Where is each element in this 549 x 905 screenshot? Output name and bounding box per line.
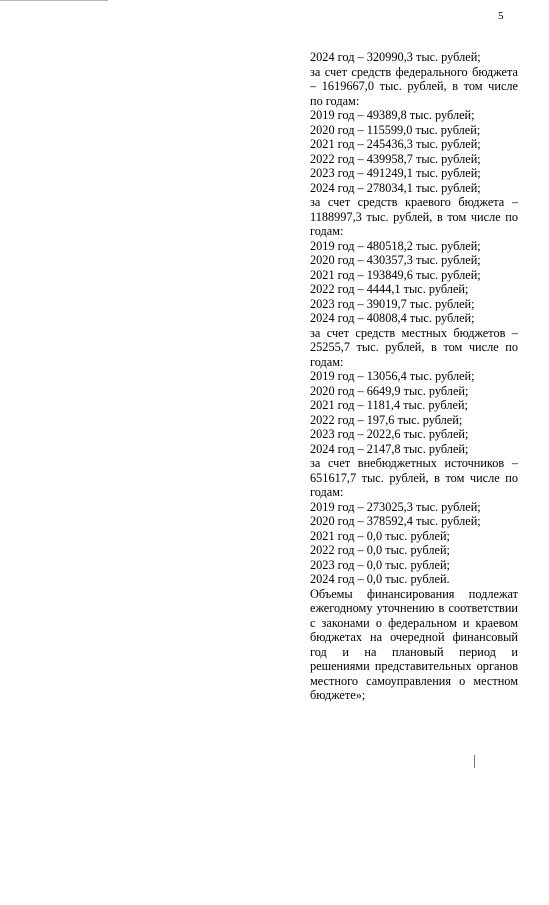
text-line: 2024 год – 278034,1 тыс. рублей; [310, 180, 481, 195]
local-intro: за счет средств местных бюджетов – 25255,7 тыс. рублей, в том числе по годам: [310, 325, 518, 369]
text-line: 2020 год – 6649,9 тыс. рублей; [310, 383, 469, 398]
extrabudget-intro: за счет внебюджетных источников – 651617,7 тыс. рублей, в том числе по годам: [310, 456, 518, 499]
text-line: 2021 год – 245436,3 тыс. рублей; [310, 137, 481, 151]
text-line: 2021 год – 193849,6 тыс. рублей; [310, 267, 481, 282]
text-line: 2019 год – 13056,4 тыс. рублей; [310, 369, 475, 383]
page-number: 5 [498, 10, 504, 22]
text-line: 2023 год – 491249,1 тыс. рублей; [310, 166, 481, 180]
text-line: 2024 год – 320990,3 тыс. рублей; [310, 50, 481, 64]
text-line: 2022 год – 0,0 тыс. рублей; [310, 543, 450, 557]
text-line: 2024 год – 40808,4 тыс. рублей; [310, 311, 475, 325]
closing-paragraph: Объемы финансирования подлежат ежегодному уточнению в соответствии с законами о федеральном и краевом бюджетах на очередной финансовый год и на плановый период и решениями представительных органов местного самоуправления о местном бюджете»; [310, 586, 518, 702]
text-line: 2022 год – 439958,7 тыс. рублей; [310, 151, 481, 166]
text-line: 2023 год – 39019,7 тыс. рублей; [310, 296, 475, 311]
scan-mark [474, 755, 475, 768]
text-line: 2024 год – 2147,8 тыс. рублей; [310, 441, 469, 456]
federal-intro: за счет средств федерального бюджета – 1619667,0 тыс. рублей, в том числе по годам: [310, 64, 518, 108]
text-line: 2023 год – 2022,6 тыс. рублей; [310, 427, 469, 441]
text-line: 2023 год – 0,0 тыс. рублей; [310, 557, 450, 572]
text-line: 2022 год – 4444,1 тыс. рублей; [310, 282, 469, 296]
text-line: 2019 год – 273025,3 тыс. рублей; [310, 499, 481, 514]
regional-intro: за счет средств краевого бюджета – 1188997,3 тыс. рублей, в том числе по годам: [310, 195, 518, 238]
text-line: 2019 год – 480518,2 тыс. рублей; [310, 238, 481, 253]
text-line: 2020 год – 378592,4 тыс. рублей; [310, 514, 481, 528]
text-line: 2021 год – 0,0 тыс. рублей; [310, 528, 450, 543]
top-rule [0, 0, 108, 1]
text-line: 2020 год – 115599,0 тыс. рублей; [310, 122, 481, 137]
text-line: 2024 год – 0,0 тыс. рублей. [310, 572, 450, 586]
text-line: 2020 год – 430357,3 тыс. рублей; [310, 253, 481, 267]
text-line: 2019 год – 49389,8 тыс. рублей; [310, 108, 475, 122]
financing-text-column [310, 50, 518, 703]
text-line: 2022 год – 197,6 тыс. рублей; [310, 412, 463, 427]
text-line: 2021 год – 1181,4 тыс. рублей; [310, 398, 468, 412]
